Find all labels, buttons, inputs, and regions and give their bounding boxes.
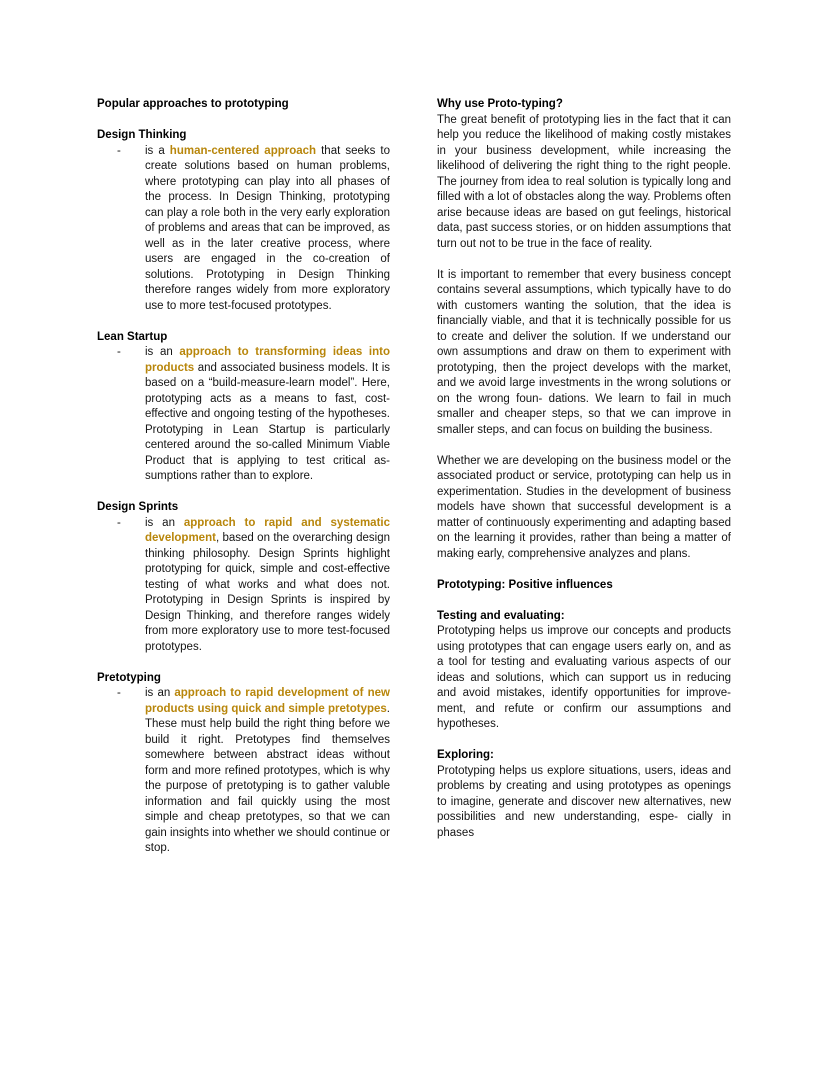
left-column [97,97,390,872]
highlighted-phrase: human-centered approach [169,144,317,157]
section-heading: Design Sprints [97,501,179,513]
paragraph: It is important to remember that every business concept contains several assumptions, which typically have to do with customers wanting the solution, that the idea is financially viable, and that it is technically possible for us to create and deliver the solution. If we understand our own assumptions and draw on them to experiment with prototyping, then the project develops with the market, and we avoid large investments in the wrong solutions or on the wrong foun- dations. We learn to fail in much smaller and cheaper steps, so that we can improve in smaller steps, and can focus on building the business. [437,268,731,436]
bullet-item [97,516,390,656]
text-pre: is an [145,516,184,529]
section-heading: Lean Startup [97,330,168,343]
bullet-text [145,516,390,656]
highlighted-phrase: approach to rapid development of new products using quick and simple pretotypes [145,687,390,715]
highlighted-phrase: approach to transforming ideas into products [145,346,390,374]
section-heading: Testing and evaluating: [437,609,565,622]
section-pretotyping [97,671,390,857]
section-testing-evaluating [437,609,731,733]
section-heading: Prototyping: Positive influences [437,578,613,591]
paragraph: The great benefit of prototyping lies in the fact that it can help you reduce the likelihood of making costly mistakes in your business development, while increasing the likelihood of delivering the right thing to the right people. The journey from idea to real solution is typically long and filled with a lot of obstacles along the way. Problems often arise because ideas are based on gut feelings, historical data, past success stories, or on hidden assumptions that turn out not to be true in the face of reality. [437,113,731,250]
bullet-item [97,686,390,857]
section-positive-influences [437,578,731,594]
two-column-layout [97,97,731,872]
text-post: . These must help build the right thing before we build it right. Pretotypes find themselves somewhere between abstract ideas without form and more refined prototypes, which is why the purpose of pretotyping is to gather valuble information and fail quickly using the most simple and cheap pretotypes, so that we can gain insights into whether we should continue or stop. [145,702,390,854]
paragraph: Prototyping helps us explore situations, users, ideas and problems by creating and using prototypes as openings to imagine, generate and discover new alternatives, new possibilities and new understanding, espe- cially in phases [437,764,731,839]
paragraph: Prototyping helps us improve our concepts and products using prototypes that can engage users early on, and as a tool for testing and evaluating various aspects of our ideas and solutions, which can support us in reducing and avoid mistakes, identify opportunities for improve- ment, and refute or confirm our assumptions and hypotheses. [437,625,731,730]
section-heading: Why use Proto-typing? [437,98,563,110]
section-why-use-prototyping [437,97,731,562]
bullet-text [145,686,390,857]
bullet-dash: - [117,687,121,699]
text-pre: is a [145,144,170,157]
section-heading: Design Thinking [97,129,187,141]
text-pre: is an [145,687,175,699]
section-design-thinking [97,128,390,314]
section-heading: Pretotyping [97,671,161,684]
section-design-sprints [97,500,390,655]
text-post: that seeks to create solutions based on human problems, where prototyping can play into all phases of the process. In Design Thinking, prototyping can play a role both in the very early exploration of problems and areas that can be improved, as well as in the later creative process, where users are engaged in the co-creation of solutions. Prototyping in Design Thinking therefore ranges widely from more exploratory use to more test-focused prototypes. [145,144,391,312]
section-heading: Exploring: [437,749,494,761]
bullet-dash: - [117,346,121,358]
bullet-item [97,345,390,485]
text-pre: is an [145,346,180,358]
bullet-dash: - [117,144,121,157]
bullet-text [145,144,390,315]
section-exploring [437,748,731,841]
right-column [437,97,731,841]
bullet-text [145,345,390,485]
highlighted-phrase: approach to rapid and systematic development [145,516,390,544]
paragraph: Whether we are developing on the business model or the associated product or service, prototyping can help us in experimentation. Studies in the development of business models have shown that successful development is a matter of continuously experimenting and adapting based on the learning it provides, rather than being a matter of making early, comprehensive analyzes and plans. [437,454,731,560]
left-column-title: Popular approaches to prototyping [97,98,289,110]
bullet-dash: - [117,516,121,529]
text-post: , based on the overarching design thinking philosophy. Design Sprints highlight prototyping for quick, simple and cost-effective testing of what works and what does not. Prototyping in Design Sprints is inspired by Design Thinking, and therefore ranges widely from more exploratory use to more test-focused prototypes. [145,532,390,653]
text-post: and associated business models. It is based on a “build-measure-learn model”. Here, prototyping acts as a means to fast, cost-effective and ongoing testing of the hypotheses. Prototyping in Lean Startup is particularly centered around the so-called Minimum Viable Product that is applying to test critical as- sumptions rather than to explore. [145,361,390,482]
bullet-item [97,144,390,315]
section-lean-startup [97,330,390,485]
